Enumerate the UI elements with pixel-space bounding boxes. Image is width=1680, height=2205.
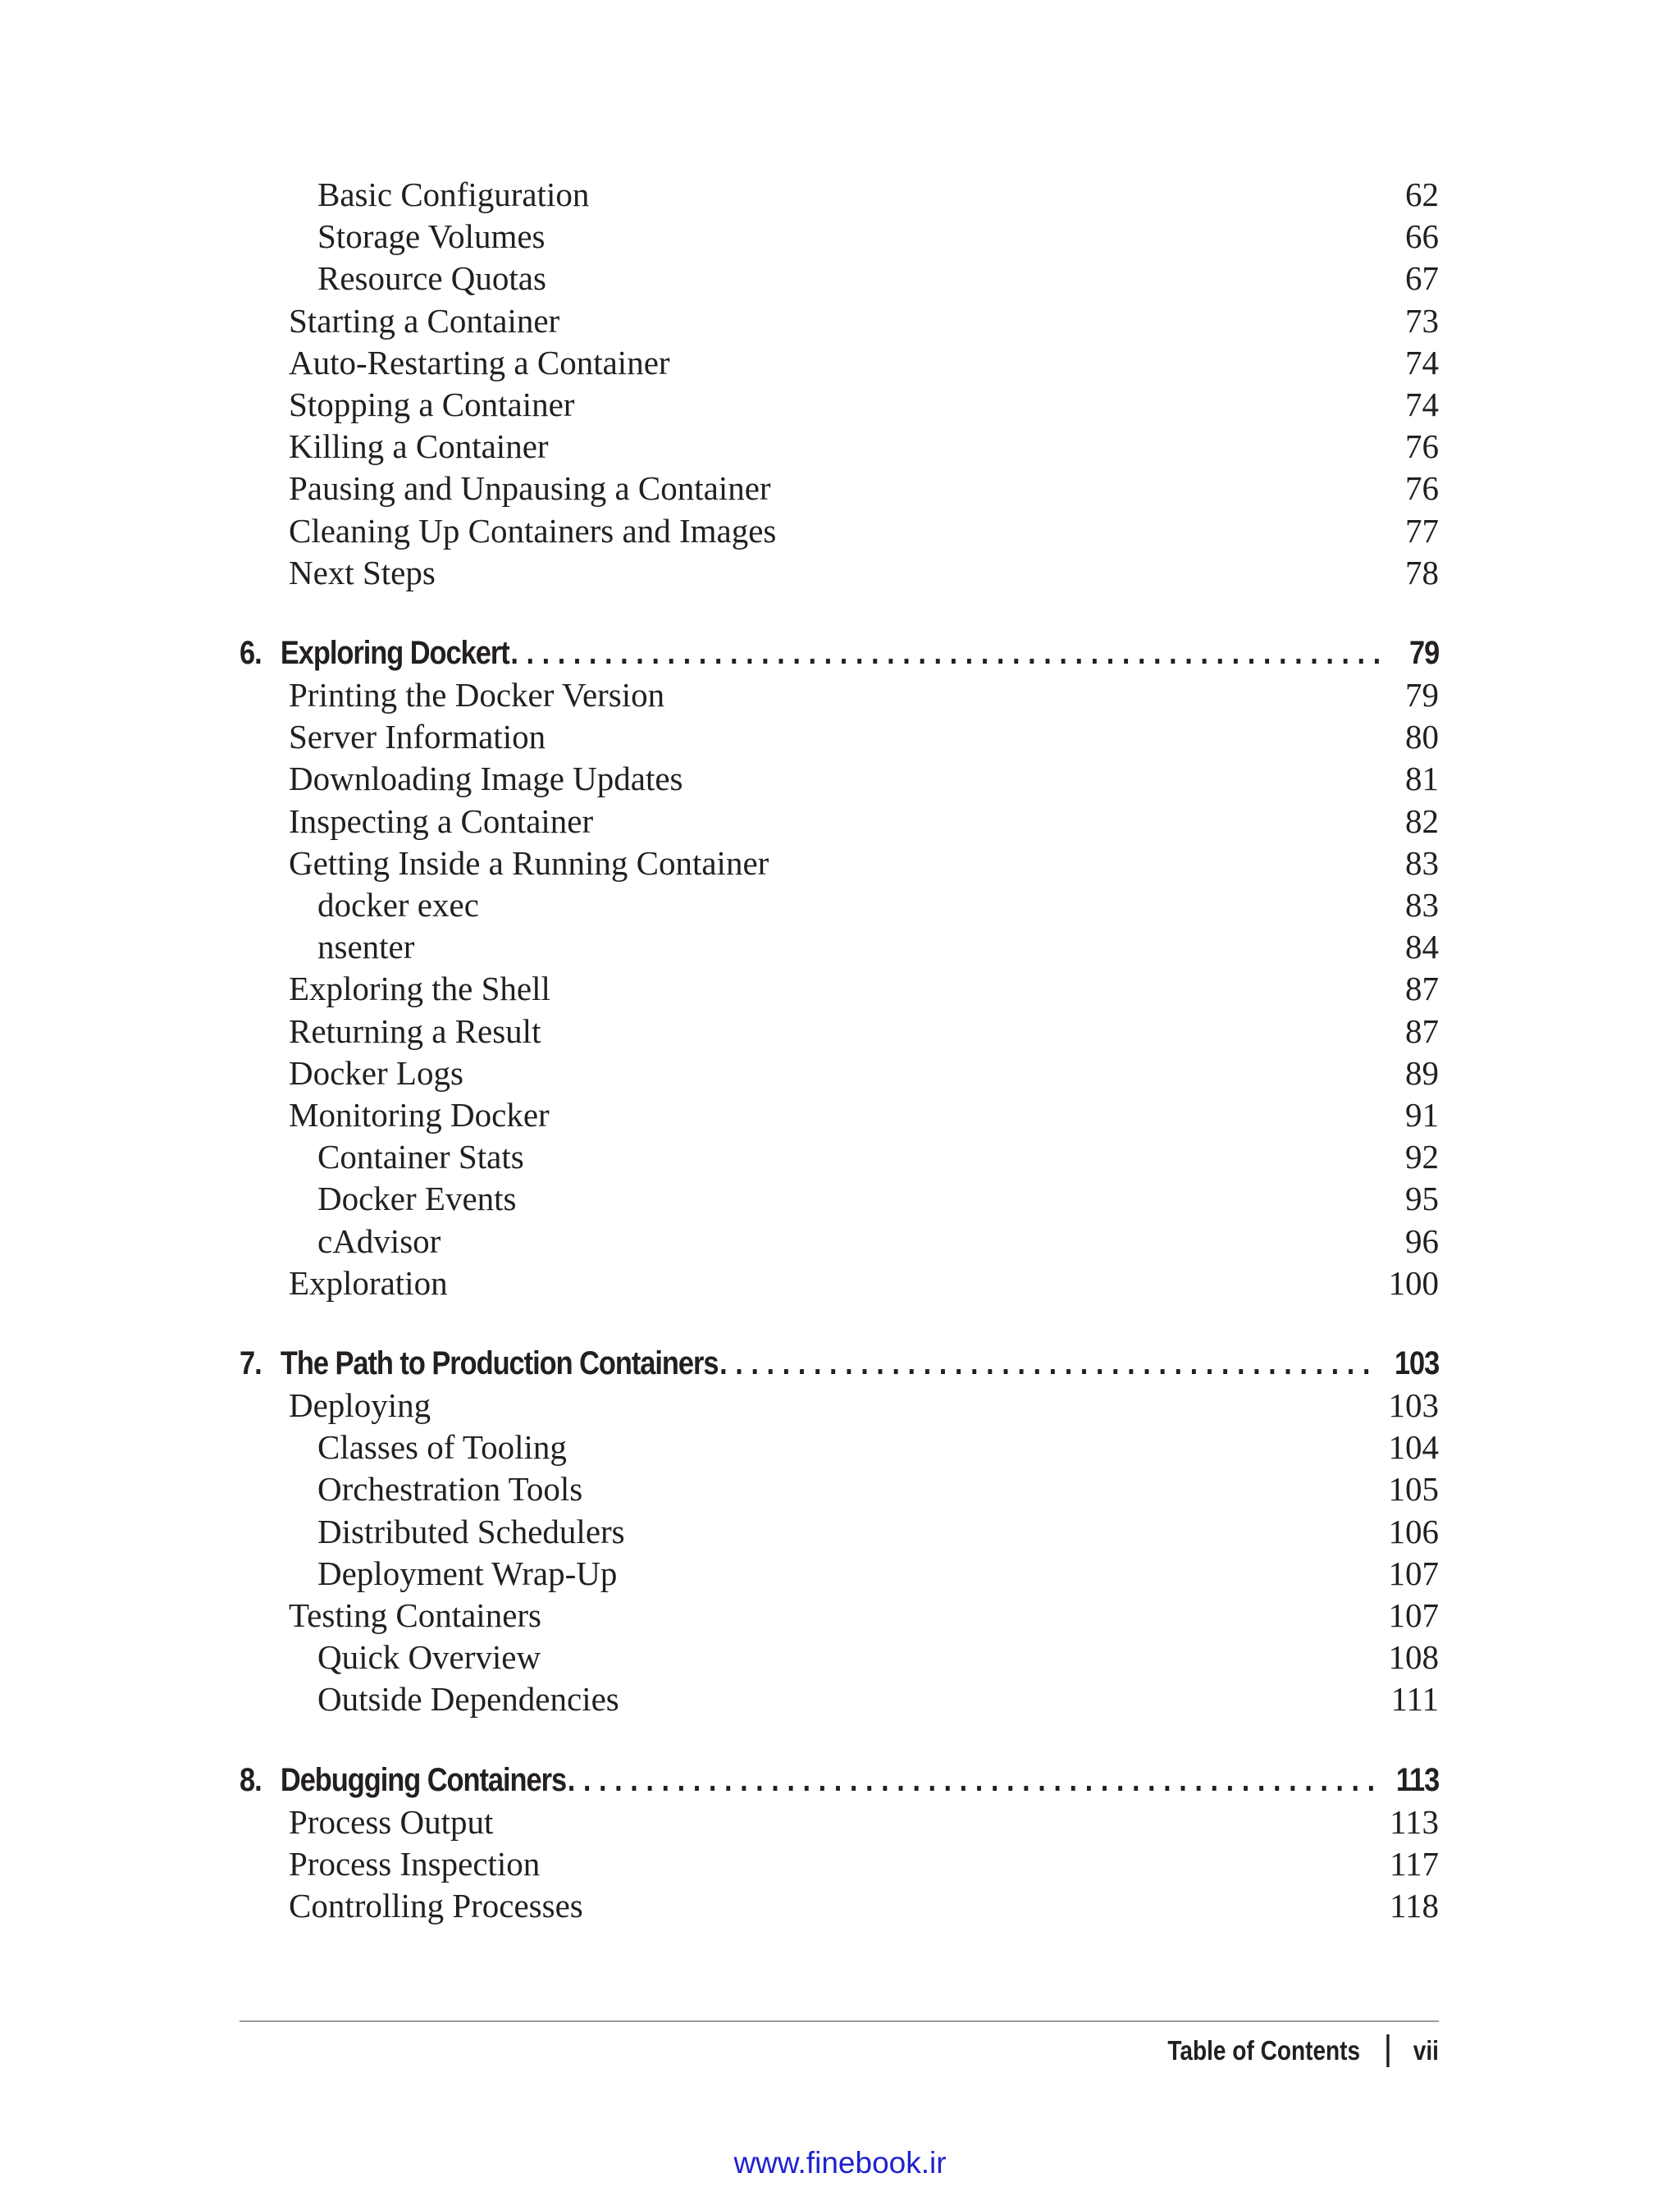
toc-entry-page: 77 <box>1405 511 1439 550</box>
toc-entry-page: 108 <box>1388 1638 1439 1677</box>
toc-entry-page: 107 <box>1388 1596 1439 1634</box>
toc-entry-title: Orchestration Tools <box>317 1470 583 1509</box>
toc-entry-title: Cleaning Up Containers and Images <box>289 511 777 550</box>
toc-entry[interactable] <box>240 1553 1439 1595</box>
toc-entry-title: Docker Events <box>317 1180 517 1218</box>
chapter-title: Exploring Dockert <box>280 634 509 671</box>
toc-entry-title: docker exec <box>317 886 479 924</box>
toc-entry-title: Server Information <box>289 718 546 756</box>
toc-entry-title: Exploring the Shell <box>289 970 550 1008</box>
toc-entry-title: Getting Inside a Running Container <box>289 843 769 882</box>
chapter-number: 6. <box>240 634 262 671</box>
toc-entry-title: Returning a Result <box>289 1011 541 1050</box>
toc-entry[interactable] <box>240 216 1439 258</box>
toc-entry-page: 83 <box>1405 843 1439 882</box>
toc-entry-title: Classes of Tooling <box>317 1428 567 1467</box>
toc-entry[interactable] <box>240 1678 1439 1720</box>
chapter-page: 79 <box>1409 634 1440 671</box>
toc-entry-page: 73 <box>1405 301 1439 340</box>
toc-entry-page: 118 <box>1390 1887 1439 1925</box>
toc-entry-page: 95 <box>1405 1180 1439 1218</box>
toc-entry[interactable] <box>240 1221 1439 1262</box>
toc-entry-page: 117 <box>1390 1844 1439 1883</box>
toc-entry-title: nsenter <box>317 928 415 966</box>
toc-entry-title: Distributed Schedulers <box>317 1512 625 1550</box>
footer-rule <box>240 2020 1439 2022</box>
toc-entry[interactable] <box>240 174 1439 216</box>
toc-entry-title: Controlling Processes <box>289 1887 583 1925</box>
toc-entry[interactable] <box>240 801 1439 842</box>
toc-entry-page: 105 <box>1388 1470 1439 1509</box>
toc-entry[interactable] <box>240 468 1439 509</box>
chapter-title: The Path to Production Containers <box>280 1344 719 1381</box>
toc-entry[interactable] <box>240 300 1439 342</box>
toc-entry[interactable] <box>240 926 1439 968</box>
toc-entry-page: 82 <box>1405 801 1439 840</box>
toc-entry[interactable] <box>240 1885 1439 1927</box>
toc-entry-title: Auto-Restarting a Container <box>289 343 670 381</box>
toc-entry-page: 67 <box>1405 259 1439 298</box>
toc-entry-title: Storage Volumes <box>317 217 546 256</box>
toc-entry-page: 113 <box>1390 1802 1439 1841</box>
toc-entry[interactable] <box>240 1427 1439 1468</box>
toc-entry[interactable] <box>240 258 1439 299</box>
toc-entry[interactable] <box>240 1094 1439 1136</box>
chapter-number: 7. <box>240 1344 262 1381</box>
toc-entry[interactable] <box>240 1178 1439 1220</box>
toc-entry-page: 81 <box>1405 760 1439 798</box>
chapter-heading[interactable] <box>240 632 1439 674</box>
toc-entry-page: 96 <box>1405 1221 1439 1260</box>
toc-entry-title: Printing the Docker Version <box>289 676 665 714</box>
toc-entry[interactable] <box>240 1052 1439 1094</box>
footer-section-title: Table of Contents <box>1167 2035 1361 2066</box>
toc-entry[interactable] <box>240 1595 1439 1637</box>
toc-entry[interactable] <box>240 1843 1439 1885</box>
toc-entry-page: 89 <box>1405 1053 1439 1092</box>
toc-entry-title: Pausing and Unpausing a Container <box>289 469 771 508</box>
toc-entry-title: Process Inspection <box>289 1844 541 1883</box>
toc-entry-page: 107 <box>1388 1554 1439 1592</box>
toc-entry[interactable] <box>240 842 1439 884</box>
toc-entry-page: 104 <box>1388 1428 1439 1467</box>
watermark-link[interactable]: www.finebook.ir <box>733 2146 947 2180</box>
dot-leader <box>509 632 1390 674</box>
toc-entry-title: Starting a Container <box>289 301 560 340</box>
toc-entry-title: Exploration <box>289 1263 448 1302</box>
toc-entry-page: 100 <box>1388 1263 1439 1302</box>
toc-entry-title: Inspecting a Container <box>289 801 594 840</box>
toc-entry[interactable] <box>240 1262 1439 1304</box>
toc-entry-page: 111 <box>1390 1680 1439 1719</box>
footer-separator <box>1387 2034 1390 2067</box>
toc-entry[interactable] <box>240 552 1439 594</box>
toc-entry[interactable] <box>240 1136 1439 1178</box>
toc-entry-title: Resource Quotas <box>317 259 546 298</box>
toc-entry[interactable] <box>240 968 1439 1010</box>
toc-entry-page: 87 <box>1405 970 1439 1008</box>
toc-entry-page: 87 <box>1405 1011 1439 1050</box>
toc-entry-page: 92 <box>1405 1138 1439 1176</box>
toc-entry-page: 103 <box>1388 1386 1439 1425</box>
toc-entry-title: Deployment Wrap-Up <box>317 1554 618 1592</box>
toc-entry-page: 76 <box>1405 469 1439 508</box>
toc-entry-title: Killing a Container <box>289 427 549 466</box>
toc-entry[interactable] <box>240 1801 1439 1843</box>
toc-entry-title: Next Steps <box>289 553 436 591</box>
toc-entry-title: Basic Configuration <box>317 176 590 213</box>
toc-entry[interactable] <box>240 510 1439 552</box>
toc-entry-title: Downloading Image Updates <box>289 760 683 798</box>
toc-entry[interactable] <box>240 1637 1439 1678</box>
toc-entry-page: 80 <box>1405 718 1439 756</box>
toc-entry-title: Quick Overview <box>317 1638 541 1677</box>
toc-entry-title: Docker Logs <box>289 1053 463 1092</box>
toc-entry[interactable] <box>240 884 1439 926</box>
toc-entry[interactable] <box>240 1468 1439 1510</box>
toc-entry[interactable] <box>240 758 1439 800</box>
toc-entry-page: 91 <box>1405 1095 1439 1134</box>
toc-entry-page: 74 <box>1405 385 1439 423</box>
toc-entry-title: Monitoring Docker <box>289 1095 550 1134</box>
toc-entry[interactable] <box>240 1385 1439 1427</box>
toc-entry-page: 62 <box>1405 176 1439 213</box>
chapter-title: Debugging Containers <box>280 1761 567 1798</box>
chapter-number: 8. <box>240 1761 262 1798</box>
dot-leader <box>566 1760 1376 1801</box>
toc-entry[interactable] <box>240 716 1439 758</box>
toc-entry-title: Outside Dependencies <box>317 1680 619 1719</box>
toc-entry-page: 79 <box>1405 676 1439 714</box>
chapter-page: 103 <box>1394 1344 1440 1381</box>
toc-entry-title: Deploying <box>289 1386 431 1425</box>
toc-entry[interactable] <box>240 426 1439 468</box>
toc-entry[interactable] <box>240 342 1439 384</box>
toc-entry-page: 84 <box>1405 928 1439 966</box>
toc-entry[interactable] <box>240 1011 1439 1052</box>
toc-entry[interactable] <box>240 1511 1439 1553</box>
toc-entry[interactable] <box>240 384 1439 426</box>
toc-entry[interactable] <box>240 674 1439 716</box>
toc-entry-page: 78 <box>1405 553 1439 591</box>
toc-entry-title: Stopping a Container <box>289 385 575 423</box>
dot-leader <box>718 1343 1374 1385</box>
chapter-page: 113 <box>1395 1761 1440 1798</box>
toc-entry-page: 83 <box>1405 886 1439 924</box>
toc-entry-title: Testing Containers <box>289 1596 542 1634</box>
toc-entry-page: 76 <box>1405 427 1439 466</box>
chapter-heading[interactable] <box>240 1760 1439 1801</box>
page-footer <box>1167 2026 1439 2075</box>
toc-entry-title: cAdvisor <box>317 1221 441 1260</box>
toc-entry-page: 74 <box>1405 343 1439 381</box>
page-number: vii <box>1413 2035 1439 2066</box>
toc-entry-page: 66 <box>1405 217 1439 256</box>
toc-entry-title: Process Output <box>289 1802 494 1841</box>
toc-entry-title: Container Stats <box>317 1138 524 1176</box>
table-of-contents <box>240 174 1439 1927</box>
toc-entry-page: 106 <box>1388 1512 1439 1550</box>
chapter-heading[interactable] <box>240 1343 1439 1385</box>
